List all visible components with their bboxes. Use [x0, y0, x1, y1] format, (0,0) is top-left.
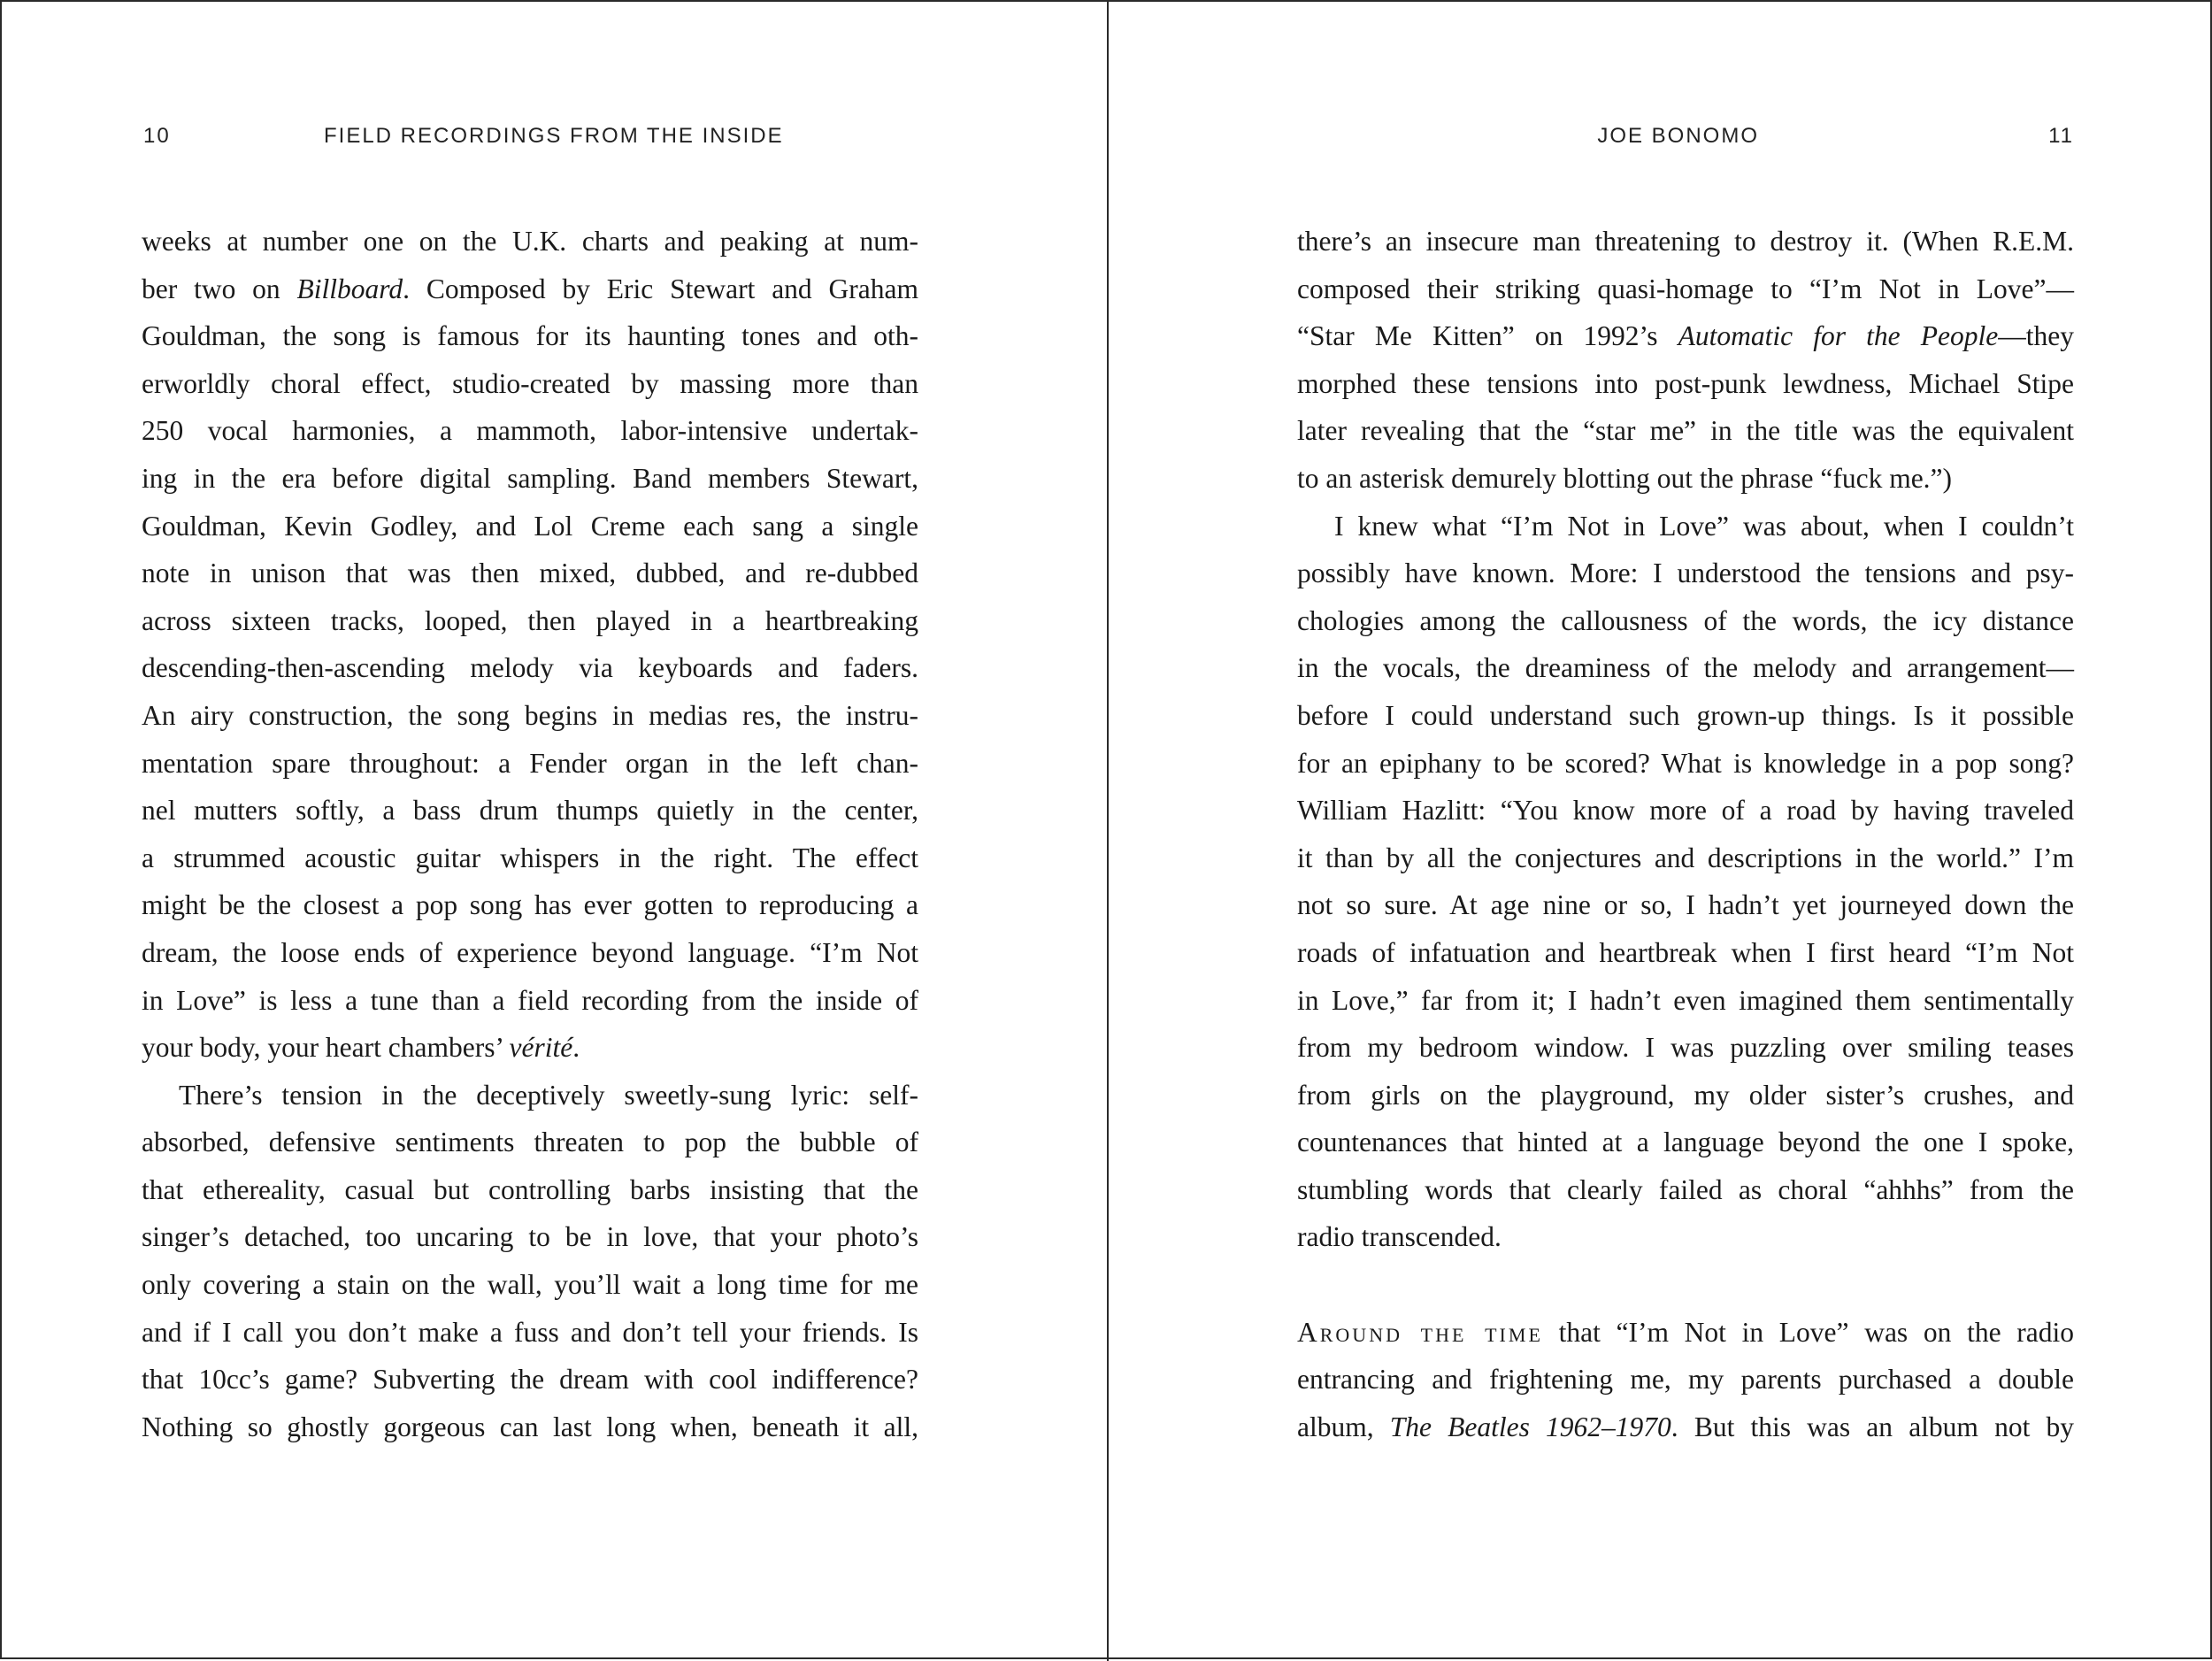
line-text: .: [572, 1032, 580, 1064]
text-line: [142, 218, 918, 265]
text-line: [142, 1261, 918, 1309]
left-running-title: FIELD RECORDINGS FROM THE INSIDE: [324, 124, 784, 148]
italic-title: Automatic for the People: [1678, 320, 1999, 352]
line-text: composed their striking quasi-homage to “I’m Not in Love”—: [1297, 273, 2074, 304]
text-line: [1297, 312, 2074, 360]
text-line: [1297, 1119, 2074, 1166]
line-text: radio transcended.: [1297, 1221, 1502, 1253]
text-line: [142, 787, 918, 834]
line-text: in the vocals, the dreaminess of the melody and arrangement—: [1297, 652, 2074, 684]
text-line: [142, 597, 918, 645]
text-line: [1297, 977, 2074, 1025]
line-text: might be the closest a pop song has ever gotten to reproducing a: [142, 889, 918, 921]
text-line: [142, 644, 918, 692]
left-page-number: 10: [143, 124, 171, 148]
text-line: [142, 312, 918, 360]
line-text: and if I call you don’t make a fuss and don’t tell your friends. Is: [142, 1316, 918, 1348]
line-text: in Love,” far from it; I hadn’t even imagined them sentimentally: [1297, 984, 2074, 1016]
text-line: [1297, 265, 2074, 313]
text-line: [1297, 407, 2074, 455]
text-line: [142, 929, 918, 977]
text-line: [142, 360, 918, 408]
text-line: [1297, 1166, 2074, 1214]
line-text: dream, the loose ends of experience beyond language. “I’m Not: [142, 936, 918, 968]
line-text: —they: [1998, 320, 2074, 352]
text-line: [142, 550, 918, 597]
line-text: before I could understand such grown-up things. Is it possible: [1297, 699, 2074, 731]
text-line: [1297, 455, 2074, 503]
text-line: [1297, 929, 2074, 977]
text-line: [142, 455, 918, 503]
line-text: not so sure. At age nine or so, I hadn’t yet journeyed down the: [1297, 889, 2074, 921]
line-text: I knew what “I’m Not in Love” was about, when I couldn’t: [1334, 510, 2074, 542]
line-text: countenances that hinted at a language beyond the one I spoke,: [1297, 1127, 2074, 1158]
left-page: [142, 2, 918, 1661]
text-line: [142, 1024, 918, 1072]
line-text: Nothing so ghostly gorgeous can last long when, beneath it all,: [142, 1411, 918, 1442]
text-line: [1297, 1024, 2074, 1072]
line-text: there’s an insecure man threatening to destroy it. (When R.E.M.: [1297, 226, 2074, 257]
line-text: weeks at number one on the U.K. charts and peaking at num-: [142, 226, 918, 257]
right-page: [1297, 2, 2074, 1661]
line-text: chologies among the callousness of the words, the icy distance: [1297, 604, 2074, 636]
right-body-text: [1297, 218, 2074, 1450]
line-text: ber two on: [142, 273, 297, 304]
text-line: [142, 1166, 918, 1214]
text-line: [142, 1119, 918, 1166]
line-text: morphed these tensions into post-punk lewdness, Michael Stipe: [1297, 367, 2074, 399]
text-line: [1297, 1309, 2074, 1357]
text-line: [1297, 644, 2074, 692]
text-line: [1297, 881, 2074, 929]
page-gutter-divider: [1107, 2, 1109, 1661]
line-text: in Love” is less a tune than a field recording from the inside of: [142, 984, 918, 1016]
left-body-text: [142, 218, 918, 1450]
line-text: . Composed by Eric Stewart and Graham: [403, 273, 918, 304]
line-text: nel mutters softly, a bass drum thumps quietly in the center,: [142, 795, 918, 827]
text-line: [142, 503, 918, 550]
text-line: [1297, 503, 2074, 550]
text-line: [1297, 1072, 2074, 1119]
text-line: [1297, 550, 2074, 597]
text-line: [142, 740, 918, 788]
line-text: from girls on the playground, my older sister’s crushes, and: [1297, 1079, 2074, 1111]
line-text: note in unison that was then mixed, dubbed, and re-dubbed: [142, 558, 918, 589]
left-running-head: [142, 124, 918, 150]
line-text: William Hazlitt: “You know more of a road by having traveled: [1297, 795, 2074, 827]
line-text: mentation spare throughout: a Fender organ in the left chan-: [142, 747, 918, 779]
line-text: ing in the era before digital sampling. Band members Stewart,: [142, 462, 918, 494]
line-text: An airy construction, the song begins in medias res, the instru-: [142, 699, 918, 731]
line-text: later revealing that the “star me” in the title was the equivalent: [1297, 415, 2074, 447]
text-line: [1297, 787, 2074, 834]
line-text: album,: [1297, 1411, 1390, 1442]
text-line: [1297, 597, 2074, 645]
line-text: that 10cc’s game? Subverting the dream with cool indifference?: [142, 1364, 918, 1396]
line-text: possibly have known. More: I understood the tensions and psy-: [1297, 558, 2074, 589]
right-running-title: JOE BONOMO: [1597, 124, 1759, 148]
line-text: roads of infatuation and heartbreak when I first heard “I’m Not: [1297, 936, 2074, 968]
text-line: [1297, 218, 2074, 265]
line-text: singer’s detached, too uncaring to be in love, that your photo’s: [142, 1221, 918, 1253]
line-text: from my bedroom window. I was puzzling over smiling teases: [1297, 1032, 2074, 1064]
text-line: [142, 1356, 918, 1403]
line-text: Gouldman, the song is famous for its haunting tones and oth-: [142, 320, 918, 352]
section-break: [1297, 1261, 2074, 1309]
text-line: [142, 1403, 918, 1451]
text-line: [1297, 692, 2074, 740]
line-text: a strummed acoustic guitar whispers in the right. The effect: [142, 842, 918, 873]
line-text: absorbed, defensive sentiments threaten to pop the bubble of: [142, 1127, 918, 1158]
text-line: [142, 692, 918, 740]
text-line: [142, 265, 918, 313]
italic-title: The Beatles 1962–1970: [1389, 1411, 1671, 1442]
text-line: [142, 1213, 918, 1261]
line-text: that ethereality, casual but controlling barbs insisting that the: [142, 1173, 918, 1205]
text-line: [142, 834, 918, 882]
line-text: Gouldman, Kevin Godley, and Lol Creme each sang a single: [142, 510, 918, 542]
line-text: erworldly choral effect, studio-created by massing more than: [142, 367, 918, 399]
line-text: across sixteen tracks, looped, then played in a heartbreaking: [142, 604, 918, 636]
italic-title: vérité: [509, 1032, 573, 1064]
line-text: “Star Me Kitten” on 1992’s: [1297, 320, 1678, 352]
line-text: . But this was an album not by: [1671, 1411, 2074, 1442]
line-text: descending-then-ascending melody via keyboards and faders.: [142, 652, 918, 684]
line-text: There’s tension in the deceptively sweetly-sung lyric: self-: [179, 1079, 918, 1111]
text-line: [1297, 834, 2074, 882]
line-text: to an asterisk demurely blotting out the phrase “fuck me.”): [1297, 462, 1953, 494]
line-text: entrancing and frightening me, my parents purchased a double: [1297, 1364, 2074, 1396]
text-line: [142, 407, 918, 455]
line-text: 250 vocal harmonies, a mammoth, labor-intensive undertak-: [142, 415, 918, 447]
text-line: [142, 977, 918, 1025]
right-page-number: 11: [2048, 124, 2074, 148]
section-lead-in: Around the time: [1297, 1316, 1543, 1348]
text-line: [1297, 1213, 2074, 1261]
text-line: [142, 1309, 918, 1357]
line-text: it than by all the conjectures and descriptions in the world.” I’m: [1297, 842, 2074, 873]
text-line: [1297, 360, 2074, 408]
text-line: [1297, 740, 2074, 788]
right-running-head: [1297, 124, 2074, 150]
italic-title: Billboard: [296, 273, 403, 304]
text-line: [142, 881, 918, 929]
line-text: stumbling words that clearly failed as choral “ahhhs” from the: [1297, 1173, 2074, 1205]
line-text: only covering a stain on the wall, you’ll wait a long time for me: [142, 1269, 918, 1301]
line-text: your body, your heart chambers’: [142, 1032, 510, 1064]
line-text: for an epiphany to be scored? What is knowledge in a pop song?: [1297, 747, 2074, 779]
text-line: [1297, 1356, 2074, 1403]
line-text: that “I’m Not in Love” was on the radio: [1542, 1316, 2074, 1348]
text-line: [1297, 1403, 2074, 1451]
text-line: [142, 1072, 918, 1119]
